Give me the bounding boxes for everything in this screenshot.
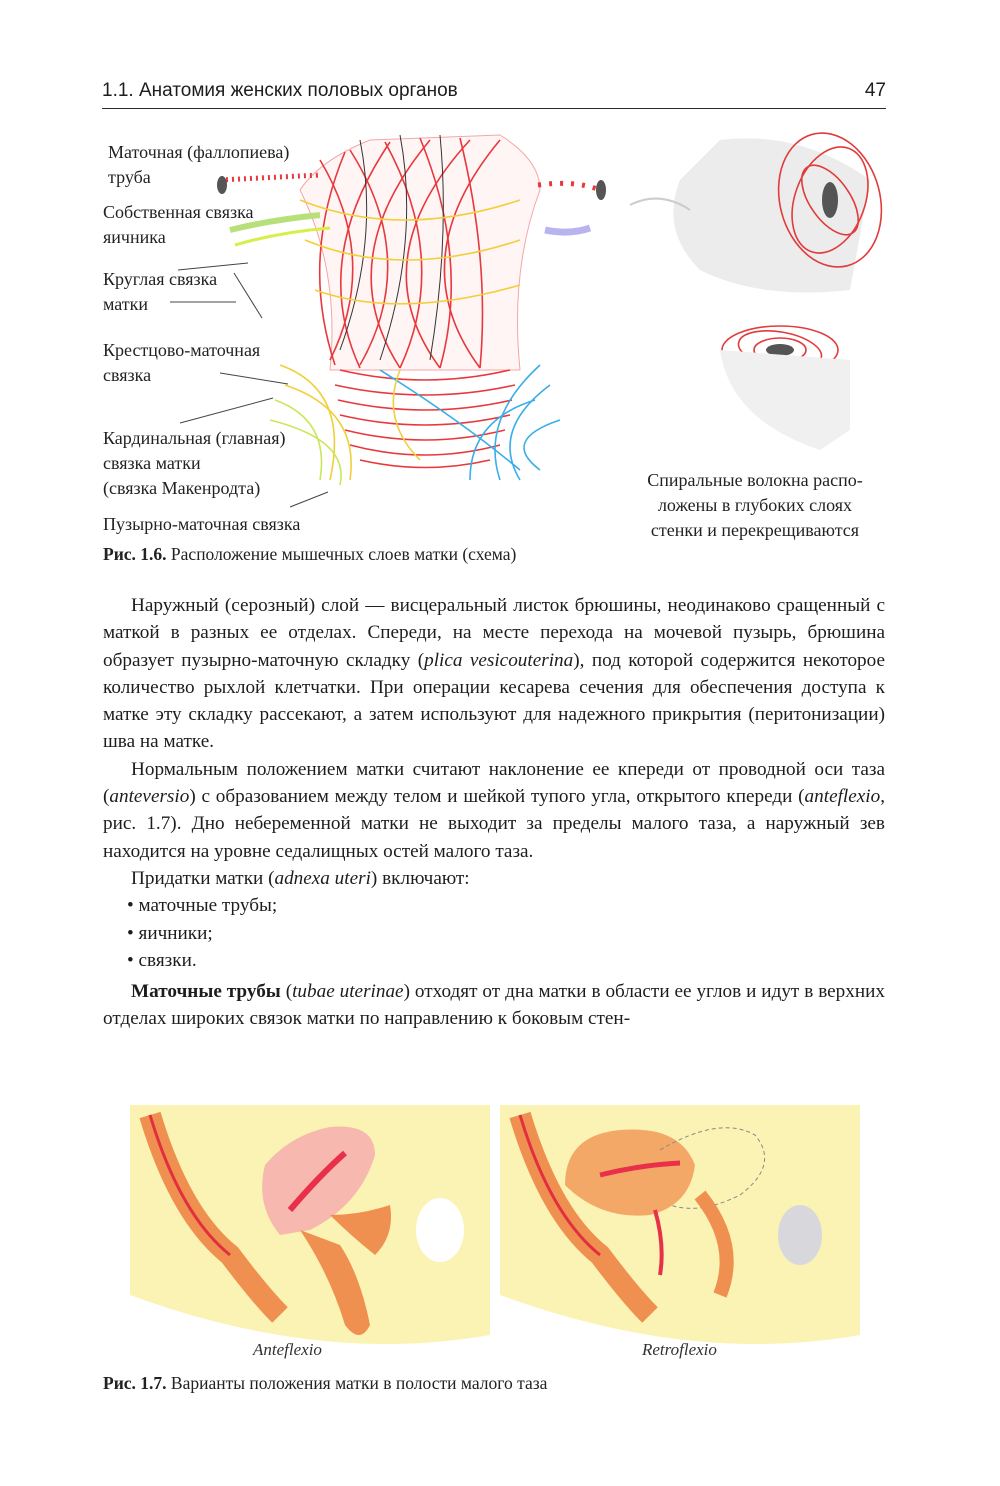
figure-1-7 [0,1095,1000,1395]
retroflexio-diagram [500,1105,860,1344]
side-note-line-1: Спиральные волокна распо- [647,470,863,490]
figure-1-7-caption [103,1373,547,1394]
list-item: • яичники; [127,922,213,944]
section-title: 1.1. Анатомия женских половых органов [102,80,458,101]
label-ovary-ligament-2: яичника [103,227,166,247]
label-retroflexio: Retroflexio [642,1340,717,1359]
paragraph-normal-position: Нормальным положением матки считают наклонение ее кпереди от проводной оси таза (anteversio) с образованием между телом и шейкой тупого угла, открытого кпереди (anteflexio, рис. 1.7). Дно небеременной матки не выходит за пределы малого таза, а наружный зев находится на уровне седалищных остей малого таза. [103,758,885,862]
label-ovary-ligament: Собственная связка [103,202,254,222]
list-item: • связки. [127,949,197,971]
caption-text: Расположение мышечных слоев матки (схема) [170,544,517,564]
paragraph-serous-layer: Наружный (серозный) слой — висцеральный листок брюшины, неодинаково сращенный с маткой в разных ее отделах. Спереди, на месте перехода на мочевой пузырь, брюшина образует пузырно-маточную складку (plica vesicouterina), под которой содержится некоторое количество рыхлой клетчатки. При операции кесарева сечения для обеспечения доступа к матке эту складку рассекают, а затем используют для надежного прикрытия (перитонизации) шва на матке. [103,595,885,753]
list-item: • маточные трубы; [127,895,278,917]
label-vesicouterine-ligament: Пузырно-маточная связка [103,514,301,534]
label-fallopian-tube-2: труба [108,167,151,187]
caption-label: Рис. 1.7. [103,1373,167,1393]
label-cardinal-ligament: Кардинальная (главная) [103,428,286,448]
label-round-ligament-2: матки [103,294,149,314]
side-note-line-3: стенки и перекрещиваются [650,520,860,540]
label-anteflexio: Anteflexio [253,1340,322,1359]
running-header [102,78,886,109]
caption-text: Варианты положения матки в полости малого таза [170,1373,548,1393]
label-cardinal-ligament-3: (связка Макенродта) [103,478,261,498]
side-note-line-2: ложены в глубоких слоях [657,495,853,515]
page-number: 47 [864,80,886,101]
spiral-fibers-diagram [630,121,896,450]
uterus-position-diagrams [0,1095,1000,1395]
label-sacrouterine-ligament: Крестцово-маточная [103,340,261,360]
caption-label: Рис. 1.6. [103,544,167,564]
label-round-ligament: Круглая связка [103,269,218,289]
body-text [103,592,885,1033]
figure-1-6-caption [103,544,516,565]
anteflexio-diagram [130,1105,490,1344]
paragraph-fallopian-tubes: Маточные трубы (tubae uterinae) отходят от дна матки в области ее углов и идут в верхних отделах широких связок матки по направлению к боковым стен- [103,981,885,1030]
label-sacrouterine-ligament-2: связка [103,365,152,385]
label-fallopian-tube: Маточная (фаллопиева) [108,142,290,162]
figure-1-6 [0,120,1000,570]
label-cardinal-ligament-2: связка матки [103,453,201,473]
paragraph-adnexa: Придатки матки (adnexa uteri) включают: [131,867,470,889]
